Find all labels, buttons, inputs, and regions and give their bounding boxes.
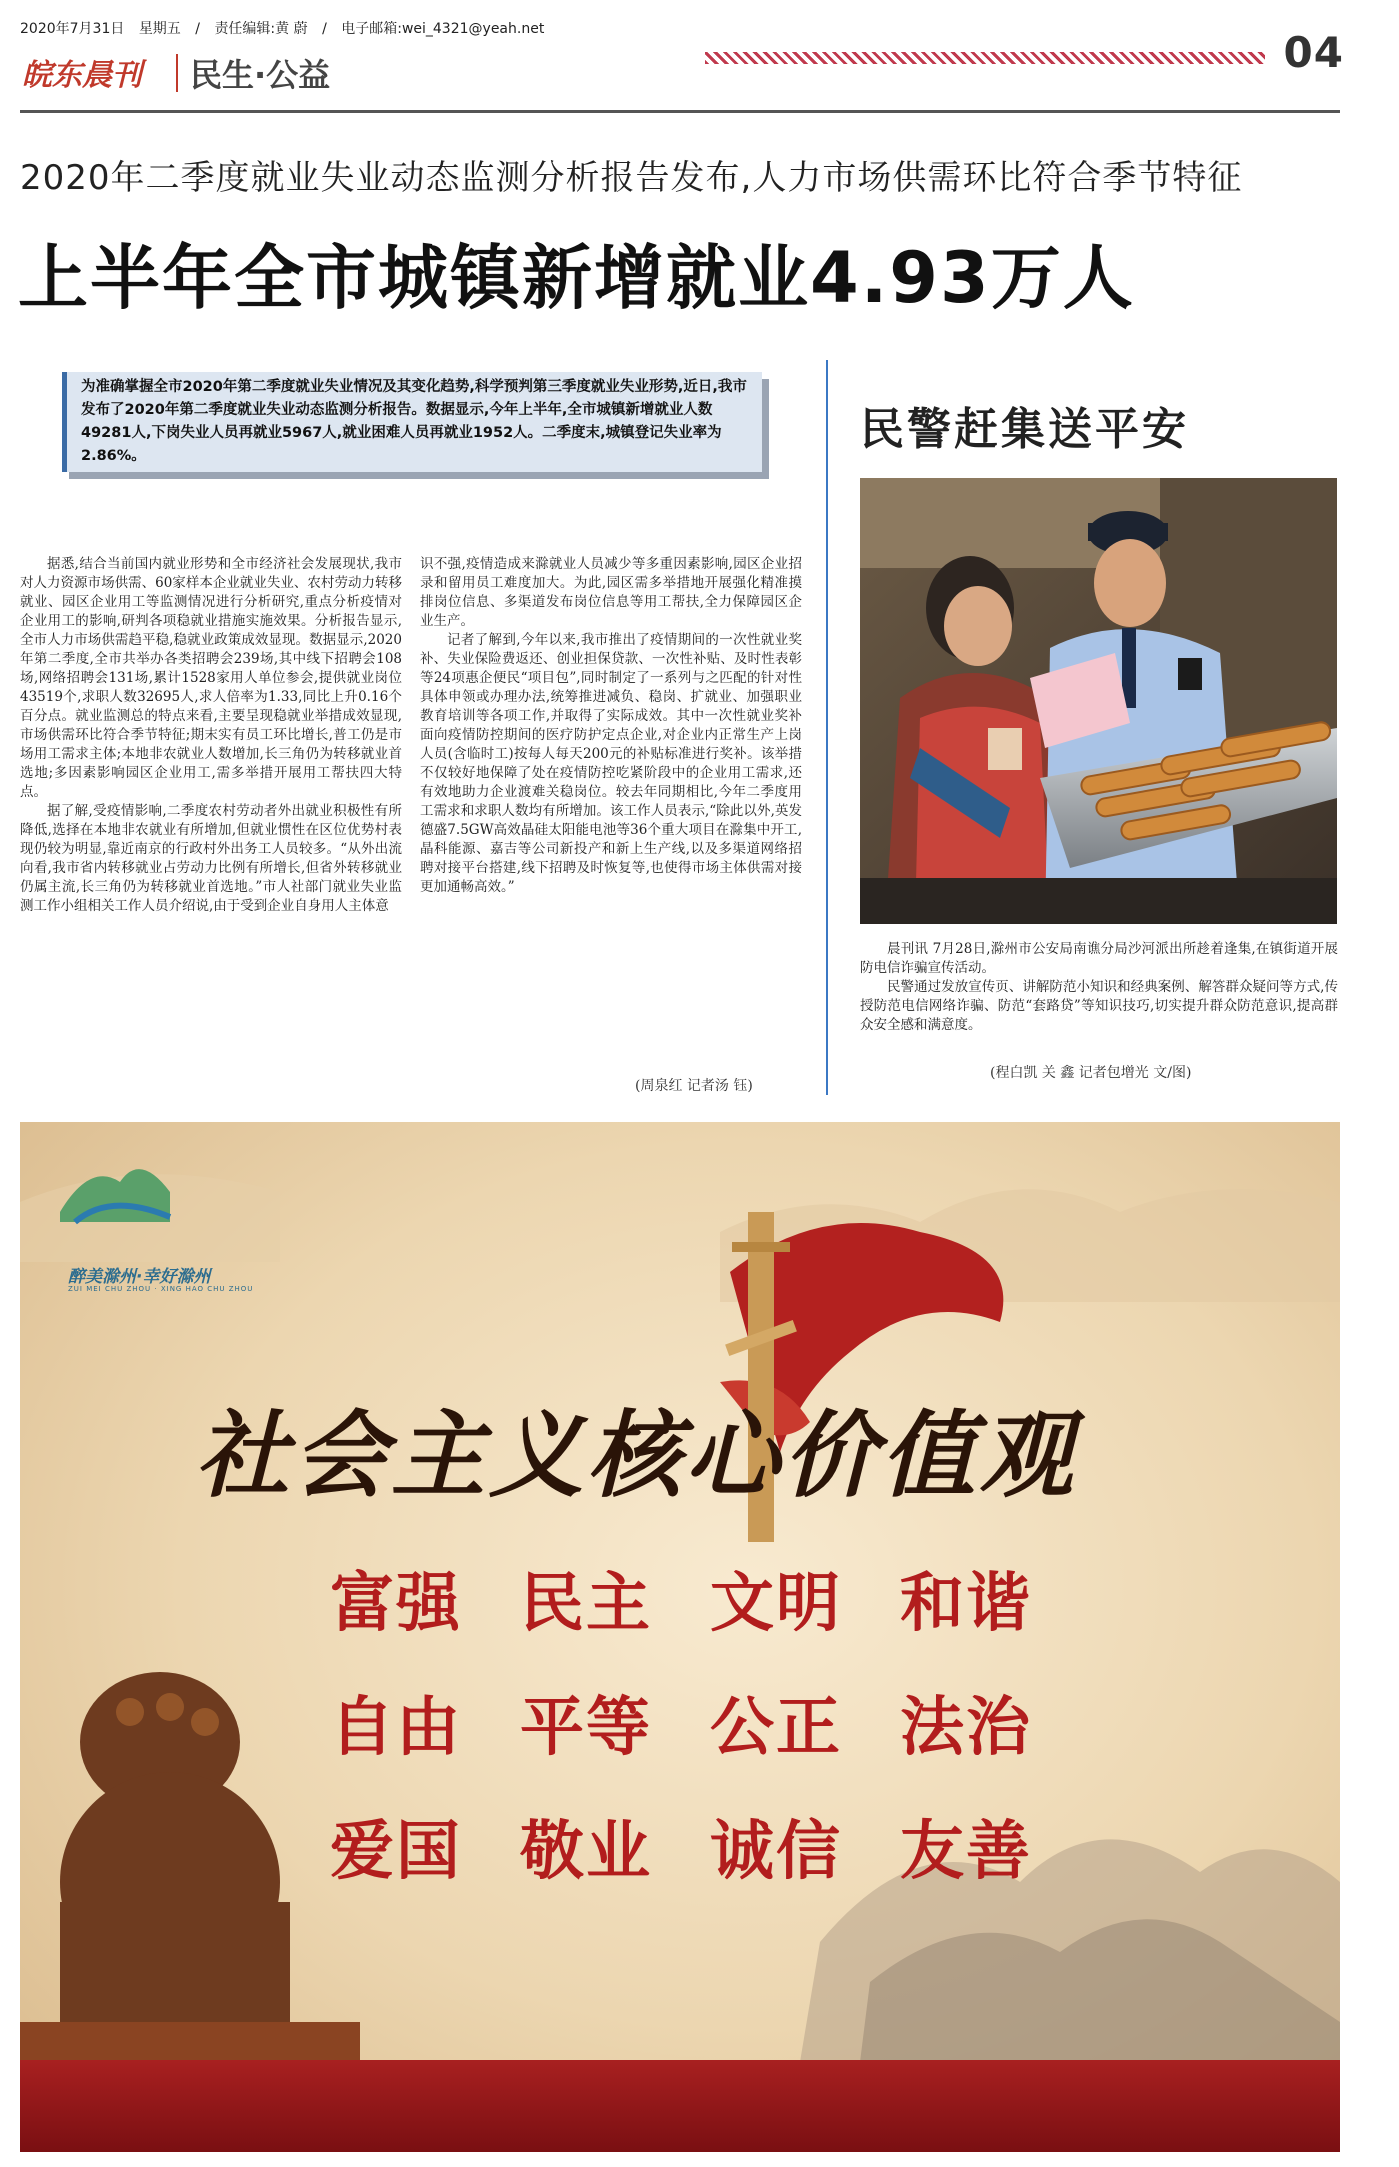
issue-date: 2020年7月31日 (20, 21, 125, 37)
caption-paragraph: 晨刊讯 7月28日,滁州市公安局南谯分局沙河派出所趁着逢集,在镇街道开展防电信诈骗宣传活动。 (860, 941, 1338, 976)
article-subtitle: 2020年二季度就业失业动态监测分析报告发布,人力市场供需环比符合季节特征 (20, 158, 1243, 198)
newspaper-brand: 皖东晨刊 (22, 58, 142, 93)
police-photo (860, 478, 1337, 924)
header-stripe (705, 52, 1265, 64)
value-item: 敬业 (520, 1815, 652, 1889)
photo-credit: (程白凯 关 鑫 记者包增光 文/图) (990, 1065, 1192, 1081)
poster-logo-subtext: ZUI MEI CHU ZHOU · XING HAO CHU ZHOU (68, 1285, 254, 1293)
value-item: 民主 (520, 1567, 652, 1641)
issue-weekday: 星期五 (138, 21, 181, 37)
value-item: 自由 (330, 1691, 462, 1765)
poster-logo-text: 醉美滁州·幸好滁州 (68, 1267, 211, 1287)
photo-story-title: 民警赶集送平安 (860, 404, 1189, 455)
value-item: 富强 (330, 1567, 462, 1641)
value-item: 爱国 (330, 1815, 462, 1889)
article-summary: 为准确掌握全市2020年第二季度就业失业情况及其变化趋势,科学预判第三季度就业失业形势,近日,我市发布了2020年第二季度就业失业动态监测分析报告。数据显示,今年上半年,全市城镇新增就业人数49281人,下岗失业人员再就业5967人,就业困难人员再就业1952人。二季度末,城镇登记失业率为2.86%。 (62, 372, 762, 472)
value-item: 法治 (900, 1691, 1032, 1765)
poster-bottom-band (20, 2060, 1340, 2152)
value-item: 诚信 (710, 1815, 842, 1889)
header-meta: 2020年7月31日 星期五 / 责任编辑:黄 蔚 / 电子邮箱:wei_4321@yeah.net (20, 21, 545, 37)
photo-caption (860, 940, 1338, 1035)
column-divider (826, 360, 828, 1095)
value-item: 公正 (710, 1691, 842, 1765)
paragraph: 识不强,疫情造成来滁就业人员减少等多重因素影响,园区企业招录和留用员工难度加大。为此,园区需多举措地开展强化精准摸排岗位信息、多渠道发布岗位信息等用工帮扶,全力保障园区企业生产。 (420, 556, 802, 629)
value-item: 平等 (520, 1691, 652, 1765)
core-values-poster (20, 1122, 1340, 2152)
section-title: 民生·公益 (190, 56, 331, 94)
caption-paragraph: 民警通过发放宣传页、讲解防范小知识和经典案例、解答群众疑问等方式,传授防范电信网络诈骗、防范“套路贷”等知识技巧,切实提升群众防范意识,提高群众安全感和满意度。 (860, 979, 1338, 1033)
value-item: 和谐 (900, 1567, 1032, 1641)
paragraph: 据了解,受疫情影响,二季度农村劳动者外出就业积极性有所降低,选择在本地非农就业有所增加,但就业惯性在区位优势村表现仍较为明显,靠近南京的行政村外出务工人员较多。“从外出流向看,我市省内转移就业占劳动力比例有所增长,但省外转移就业仍属主流,长三角仍为转移就业首选地。”市人社部门就业失业监测工作小组相关工作人员介绍说,由于受到企业自身用人主体意 (20, 803, 402, 914)
article-column-2 (420, 555, 802, 897)
article-column-1 (20, 555, 402, 916)
article-headline: 上半年全市城镇新增就业4.93万人 (18, 237, 1135, 319)
value-item: 友善 (900, 1815, 1032, 1889)
page-number: 04 (1283, 28, 1344, 77)
poster-title: 社会主义核心价值观 (195, 1401, 1078, 1511)
paragraph: 据悉,结合当前国内就业形势和全市经济社会发展现状,我市对人力资源市场供需、60家样本企业就业失业、农村劳动力转移就业、园区企业用工等监测情况进行分析研究,重点分析疫情对企业用工的影响,研判各项稳就业措施实施效果。分析报告显示,全市人力市场供需趋平稳,稳就业政策成效显现。数据显示,2020年第二季度,全市共举办各类招聘会239场,其中线下招聘会108场,网络招聘会131场,累计1528家用人单位参会,提供就业岗位43519个,求职人数32695人,求人倍率为1.33,同比上升0.16个百分点。就业监测总的特点来看,主要呈现稳就业举措成效显现,市场供需环比符合季节特征;期末实有员工环比增长,普工仍是市场用工需求主体;本地非农就业人数增加,长三角仍为转移就业首选地;多因素影响园区企业用工,需多举措开展用工帮扶四大特点。 (20, 556, 402, 800)
editor-email: 电子邮箱:wei_4321@yeah.net (341, 21, 545, 37)
header-rule (20, 110, 1340, 113)
paragraph: 记者了解到,今年以来,我市推出了疫情期间的一次性就业奖补、失业保险费返还、创业担保贷款、一次性补贴、及时性表彰等24项惠企便民“项目包”,同时制定了一系列与之匹配的针对性具体申领或办理办法,统筹推进减负、稳岗、扩就业、加强职业教育培训等各项工作,并取得了实际成效。其中一次性就业奖补面向疫情防控期间的医疗防护定点企业,对企业内正常生产上岗人员(含临时工)按每人每天200元的补贴标准进行奖补。该举措不仅较好地保障了处在疫情防控吃紧阶段中的企业用工需求,还有效地助力企业渡难关稳岗位。较去年同期相比,今年二季度用工需求和求职人数均有所增加。该工作人员表示,“除此以外,英发德盛7.5GW高效晶硅太阳能电池等36个重大项目在滁集中开工,晶科能源、嘉吉等公司新投产和新上生产线,以及多渠道网络招聘对接平台搭建,线下招聘及时恢复等,也使得市场主体供需对接更加通畅高效。” (420, 632, 802, 895)
article-byline: (周泉红 记者汤 钰) (635, 1078, 753, 1094)
value-item: 文明 (710, 1567, 842, 1641)
core-values-grid (330, 1552, 1090, 1892)
editor-name: 责任编辑:黄 蔚 (214, 21, 308, 37)
brand-divider (176, 54, 178, 92)
